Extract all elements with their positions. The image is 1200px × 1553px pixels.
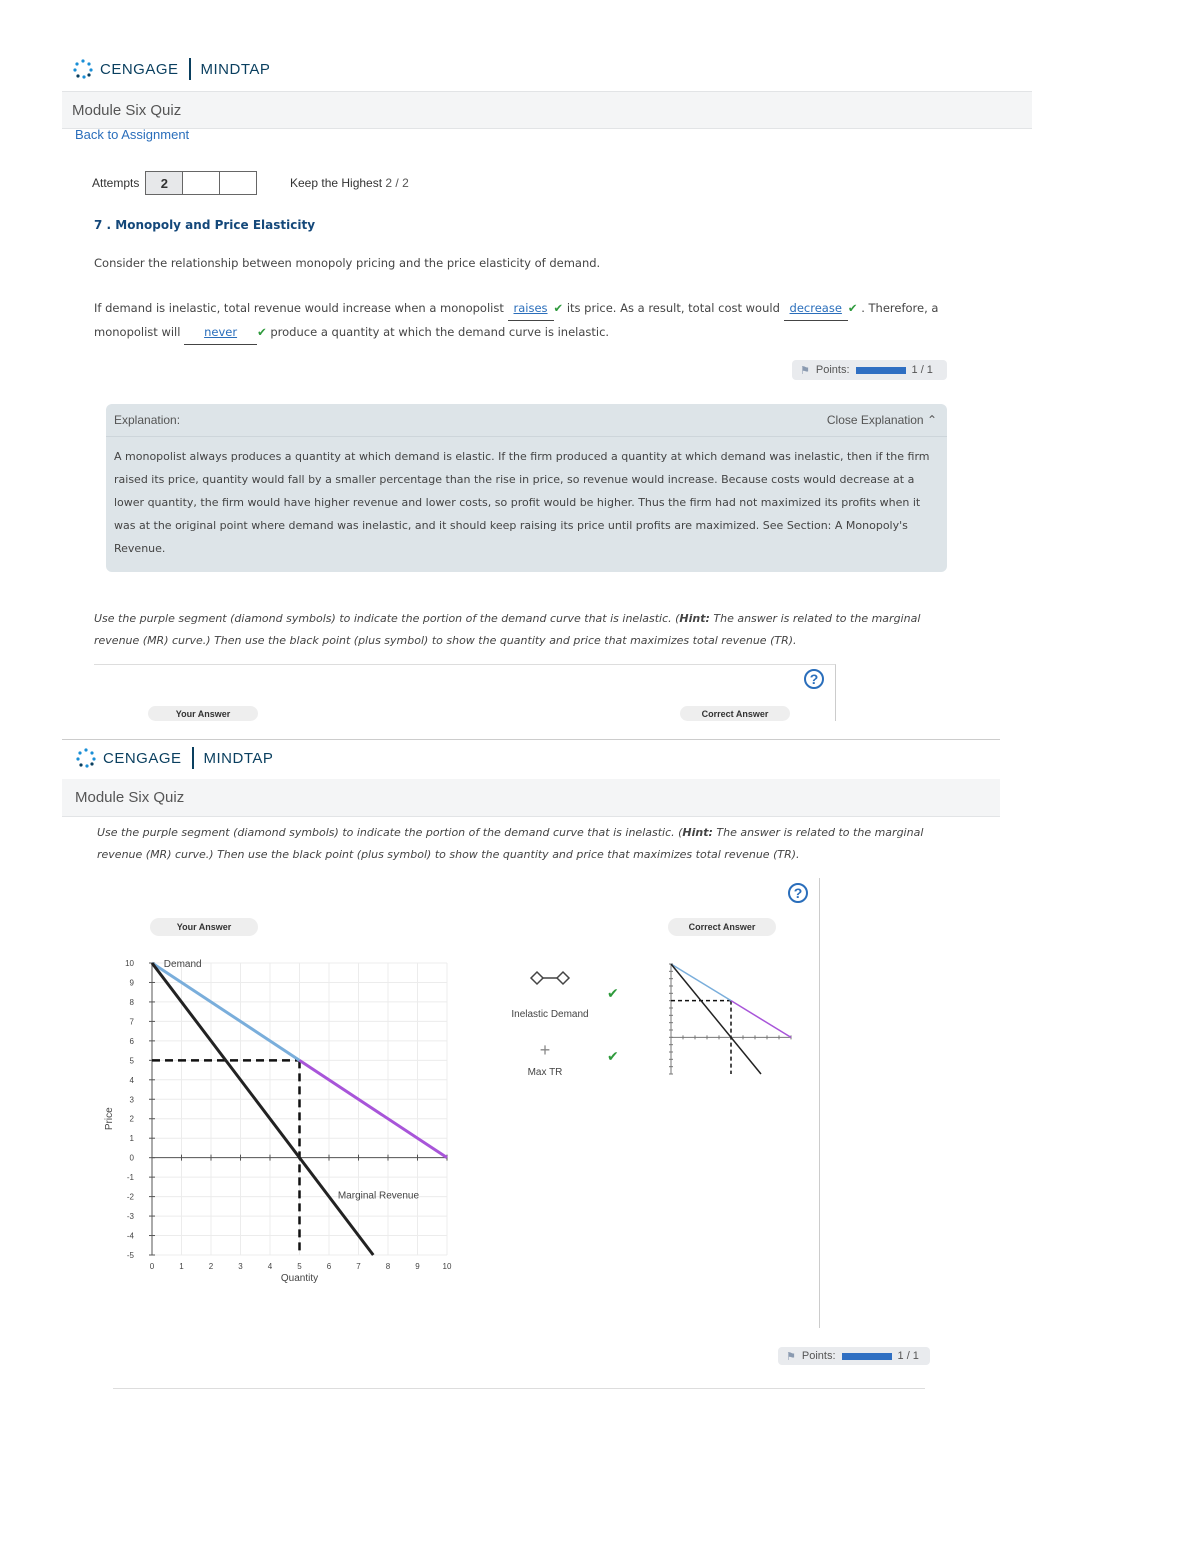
answer-dropdown-1[interactable]: raises bbox=[508, 297, 554, 321]
points-bar bbox=[842, 1353, 892, 1360]
attempts-boxes bbox=[145, 171, 257, 195]
correct-answer-thumbnail bbox=[665, 958, 797, 1078]
checkmark-icon: ✔ bbox=[847, 301, 858, 315]
title-bar bbox=[62, 779, 1000, 817]
checkmark-icon: ✔ bbox=[553, 301, 564, 315]
sentence-part: produce a quantity at which the demand curve is inelastic. bbox=[270, 325, 610, 339]
y-tick-label: 2 bbox=[129, 1114, 134, 1124]
demand-chart[interactable] bbox=[100, 945, 470, 1295]
x-tick-label: 5 bbox=[297, 1262, 302, 1271]
points-bar bbox=[856, 367, 906, 374]
close-explanation-label: Close Explanation bbox=[826, 413, 924, 427]
attempt-box-empty bbox=[183, 172, 220, 194]
instructions-part: Use the purple segment (diamond symbols) to indicate the portion of the demand curve that is inelastic. ( bbox=[97, 826, 683, 839]
x-tick-label: 6 bbox=[326, 1262, 332, 1271]
brand-logo bbox=[72, 58, 270, 80]
x-tick-label: 2 bbox=[208, 1262, 214, 1271]
instructions-part: The answer is related to the marginal revenue (MR) curve.) Then use the black point (plus symbol) to show the quantity and price that maximizes total revenue (TR). bbox=[94, 612, 921, 647]
y-tick-label: 10 bbox=[125, 959, 134, 968]
inelastic-demand-label: Inelastic Demand bbox=[511, 1009, 589, 1020]
points-value: 1 / 1 bbox=[897, 1350, 919, 1362]
y-tick-label: 1 bbox=[129, 1134, 134, 1144]
flag-icon: ⚑ bbox=[786, 1350, 796, 1363]
hint-label: Hint: bbox=[679, 612, 710, 625]
x-axis-label: Quantity bbox=[280, 1273, 319, 1284]
y-tick-label: -5 bbox=[126, 1251, 134, 1260]
thumb-series-line bbox=[731, 1001, 791, 1038]
y-axis-label: Price bbox=[104, 1107, 115, 1131]
back-to-assignment-link[interactable]: Back to Assignment bbox=[75, 127, 190, 142]
bottom-divider bbox=[113, 1388, 925, 1389]
close-explanation-button[interactable] bbox=[827, 413, 937, 427]
tab-correct-answer[interactable]: Correct Answer bbox=[668, 918, 776, 936]
help-icon[interactable]: ? bbox=[788, 883, 808, 903]
page-title: Module Six Quiz bbox=[72, 101, 182, 119]
x-tick-label: 10 bbox=[442, 1262, 452, 1271]
x-tick-label: 8 bbox=[385, 1262, 391, 1271]
sentence-part: its price. As a result, total cost would bbox=[566, 301, 780, 315]
series-line-inelastic-demand bbox=[300, 1060, 448, 1157]
page-title: Module Six Quiz bbox=[75, 789, 185, 806]
help-icon[interactable]: ? bbox=[804, 669, 824, 689]
checkmark-icon: ✔ bbox=[607, 1048, 619, 1064]
max-tr-label: Max TR bbox=[527, 1067, 563, 1078]
y-tick-label: 0 bbox=[129, 1153, 134, 1163]
question-sentence bbox=[94, 297, 974, 345]
explanation-text: A monopolist always produces a quantity at which demand is elastic. If the firm produced a quantity at which demand was inelastic, then if the firm raised its price, quantity would fall by a smaller percentage than the rise in price, so revenue would increase. Because costs would decrease at a lower quantity, the firm would have higher revenue and lower costs, so profit would be higher. Thus the firm had not maximized its profits when it was at the original point where demand was inelastic, and it should keep raising its price until profits are maximized. See Section: A Monopoly's Revenue. bbox=[114, 450, 930, 555]
points-indicator bbox=[792, 360, 947, 380]
graph-instructions bbox=[97, 822, 957, 866]
y-tick-label: 5 bbox=[129, 1056, 134, 1066]
y-tick-label: -1 bbox=[126, 1173, 134, 1183]
brand-name: CENGAGE bbox=[100, 60, 179, 78]
y-tick-label: 3 bbox=[129, 1095, 134, 1105]
flag-icon: ⚑ bbox=[800, 364, 810, 377]
explanation-label: Explanation: bbox=[114, 413, 181, 427]
tab-your-answer[interactable]: Your Answer bbox=[148, 706, 258, 721]
checkmark-icon: ✔ bbox=[257, 325, 267, 339]
max-tr-tool[interactable] bbox=[510, 1040, 580, 1078]
checkmark-icon: ✔ bbox=[607, 985, 619, 1001]
plus-icon: + bbox=[539, 1040, 551, 1060]
explanation-header bbox=[106, 404, 947, 437]
answer-dropdown-2[interactable]: decrease bbox=[784, 297, 848, 321]
sentence-part: monopolist will bbox=[94, 325, 181, 339]
points-label: Points: bbox=[801, 1350, 836, 1362]
cengage-logo-icon bbox=[72, 58, 94, 80]
sentence-part: . Therefore, a bbox=[861, 301, 939, 315]
hint-label: Hint: bbox=[682, 826, 713, 839]
thumb-series-line bbox=[671, 964, 761, 1074]
explanation-panel bbox=[106, 404, 947, 572]
x-tick-label: 1 bbox=[179, 1262, 184, 1271]
attempts-row bbox=[92, 171, 257, 195]
attempt-box-empty bbox=[220, 172, 256, 194]
keep-highest-label: Keep the Highest bbox=[290, 176, 383, 190]
brand-divider bbox=[189, 58, 191, 80]
marginal-revenue-label: Marginal Revenue bbox=[337, 1190, 420, 1202]
points-value: 1 / 1 bbox=[911, 364, 933, 376]
series-line-demand bbox=[152, 963, 300, 1060]
y-tick-label: -3 bbox=[126, 1212, 134, 1222]
sentence-part: If demand is inelastic, total revenue would increase when a monopolist bbox=[94, 301, 504, 315]
demand-label: Demand bbox=[163, 958, 202, 970]
attempt-box-filled: 2 bbox=[146, 172, 183, 194]
x-tick-label: 3 bbox=[238, 1262, 243, 1271]
y-tick-label: 7 bbox=[129, 1017, 134, 1027]
keep-highest-score: 2 / 2 bbox=[385, 176, 409, 190]
diamond-line-icon bbox=[527, 970, 573, 986]
page-divider bbox=[62, 739, 1000, 740]
points-label: Points: bbox=[815, 364, 850, 376]
points-indicator bbox=[778, 1347, 930, 1365]
brand-logo bbox=[75, 747, 273, 769]
chevron-up-icon: ⌃ bbox=[926, 413, 937, 427]
x-tick-label: 7 bbox=[356, 1262, 361, 1271]
y-tick-label: 8 bbox=[129, 997, 134, 1007]
product-name: MINDTAP bbox=[200, 60, 271, 78]
tab-your-answer[interactable]: Your Answer bbox=[150, 918, 258, 936]
graph-instructions bbox=[94, 608, 964, 652]
y-tick-label: 9 bbox=[129, 978, 134, 988]
x-tick-label: 0 bbox=[149, 1262, 155, 1271]
keep-highest bbox=[290, 176, 409, 190]
x-tick-label: 9 bbox=[415, 1262, 420, 1271]
y-tick-label: 4 bbox=[129, 1075, 134, 1085]
series-line-marginal-revenue bbox=[152, 963, 373, 1255]
brand-divider bbox=[192, 747, 194, 769]
cengage-logo-icon bbox=[75, 747, 97, 769]
y-tick-label: -4 bbox=[126, 1231, 134, 1241]
answer-dropdown-3[interactable]: never bbox=[184, 321, 257, 345]
y-tick-label: -2 bbox=[126, 1192, 134, 1202]
product-name: MINDTAP bbox=[203, 749, 274, 767]
question-title: 7 . Monopoly and Price Elasticity bbox=[94, 218, 316, 232]
instructions-part: Use the purple segment (diamond symbols) to indicate the portion of the demand curve that is inelastic. ( bbox=[94, 612, 680, 625]
instructions-part: The answer is related to the marginal revenue (MR) curve.) Then use the black point (plus symbol) to show the quantity and price that maximizes total revenue (TR). bbox=[97, 826, 924, 861]
thumb-series-line bbox=[671, 964, 731, 1001]
tab-correct-answer[interactable]: Correct Answer bbox=[680, 706, 790, 721]
inelastic-demand-tool[interactable] bbox=[500, 970, 600, 1020]
y-tick-label: 6 bbox=[129, 1036, 134, 1046]
title-bar bbox=[62, 91, 1032, 129]
question-intro: Consider the relationship between monopoly pricing and the price elasticity of demand. bbox=[94, 256, 601, 270]
brand-name: CENGAGE bbox=[103, 749, 182, 767]
attempts-label: Attempts bbox=[92, 176, 140, 190]
x-tick-label: 4 bbox=[267, 1262, 273, 1271]
